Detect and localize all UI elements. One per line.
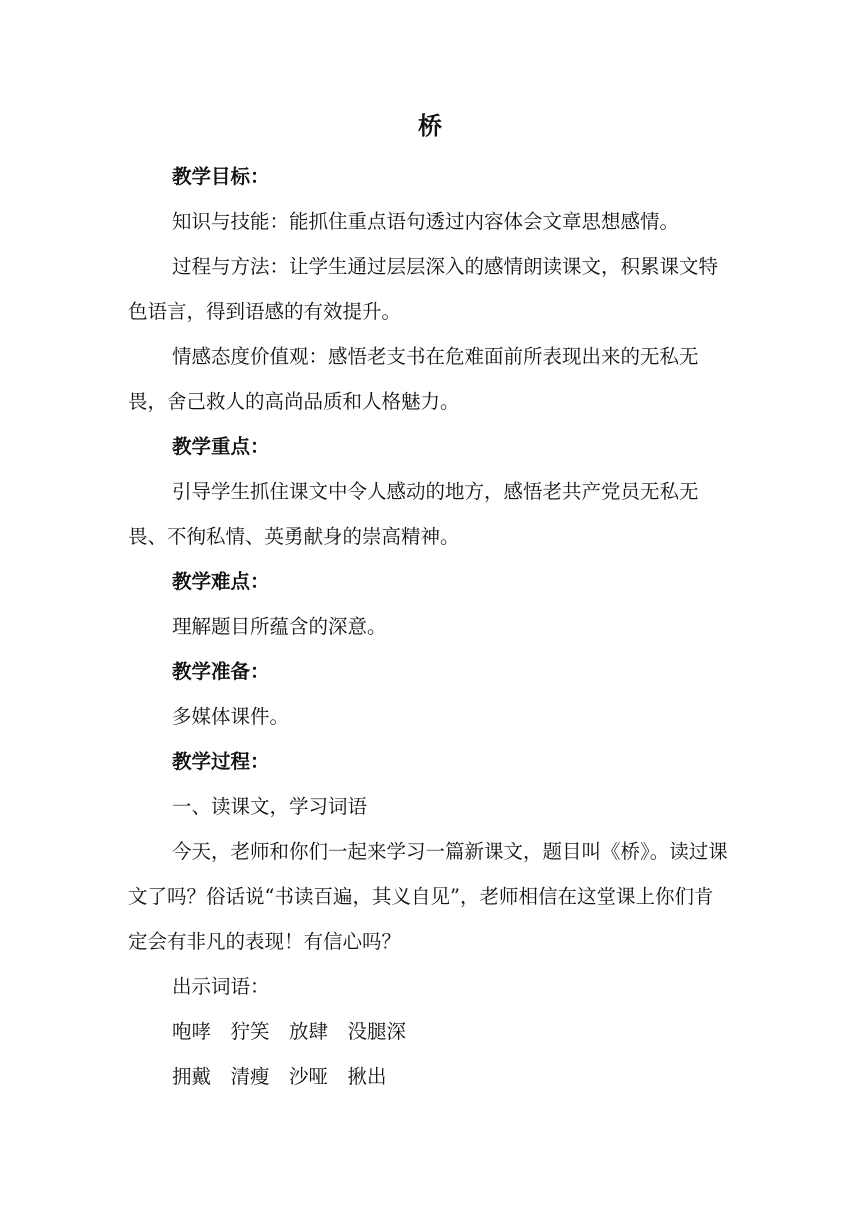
paragraph: 知识与技能：能抓住重点语句透过内容体会文章思想感情。	[172, 210, 680, 233]
paragraph: 教学难点：	[172, 570, 270, 593]
paragraph: 情感态度价值观：感悟老支书在危难面前所表现出来的无私无畏，舍己救人的高尚品质和人格魅力。	[128, 345, 699, 413]
paragraph: 过程与方法：让学生通过层层深入的感情朗读课文，积累课文特色语言，得到语感的有效提升。	[128, 255, 719, 323]
document-body	[128, 154, 732, 1099]
paragraph: 教学过程：	[172, 750, 270, 773]
paragraph: 教学目标：	[172, 165, 270, 188]
paragraph: 出示词语：	[172, 975, 270, 998]
paragraph: 教学准备：	[172, 660, 270, 683]
paragraph: 理解题目所蕴含的深意。	[172, 615, 387, 638]
word-row: 咆哮 狞笑 放肆 没腿深	[172, 1020, 407, 1043]
paragraph: 一、读课文，学习词语	[172, 795, 368, 818]
document-title: 桥	[418, 111, 442, 140]
paragraph: 今天，老师和你们一起来学习一篇新课文，题目叫《桥》。读过课文了吗？俗话说“书读百遍，其义自见”，老师相信在这堂课上你们肯定会有非凡的表现！有信心吗？	[128, 840, 728, 953]
paragraph: 引导学生抓住课文中令人感动的地方，感悟老共产党员无私无畏、不徇私情、英勇献身的崇高精神。	[128, 480, 699, 548]
word-row: 拥戴 清瘦 沙哑 揪出	[172, 1065, 387, 1088]
paragraph: 多媒体课件。	[172, 705, 290, 728]
paragraph: 教学重点：	[172, 435, 270, 458]
